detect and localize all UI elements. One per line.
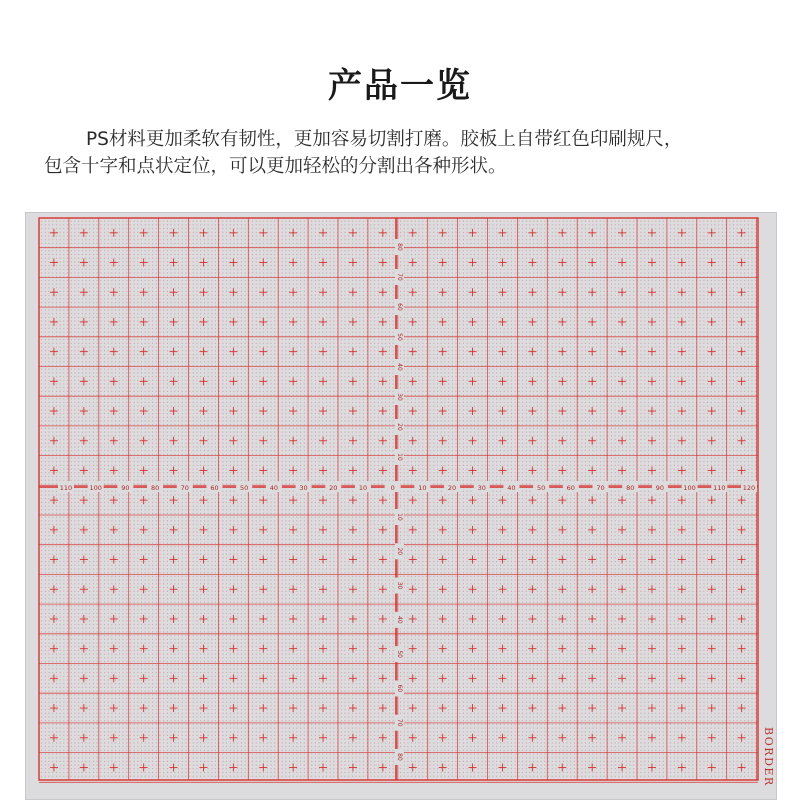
x-ruler-label: 100 [683,484,696,492]
y-ruler-label: 40 [396,616,403,624]
description-line-1: PS材料更加柔软有韧性，更加容易切割打磨。胶板上自带红色印刷规尺， [86,129,683,150]
y-ruler-label: 50 [396,650,403,658]
cutting-board-grid [25,212,777,800]
brand-text: BORDER [762,727,775,787]
x-ruler-label: 70 [596,484,605,492]
x-ruler-label: 110 [713,484,726,492]
x-ruler-label: 40 [507,484,516,492]
description-line-2: 包含十字和点状定位，可以更加轻松的分割出各种形状。 [44,156,507,177]
x-ruler-label: 50 [536,484,546,492]
y-ruler-label: 10 [396,513,403,521]
y-ruler-label: 60 [396,684,403,693]
y-ruler-label: 50 [396,333,403,341]
y-ruler-label: 80 [396,243,403,251]
x-ruler-label: 20 [329,484,338,492]
x-ruler-label: 60 [210,484,219,492]
x-ruler-label: 30 [299,484,308,492]
y-ruler-label: 70 [396,273,403,281]
y-ruler-label: 60 [396,303,403,311]
x-ruler-label: 40 [269,484,279,492]
x-ruler-label: 10 [418,484,427,492]
x-ruler-label: 50 [240,484,249,492]
x-ruler-label: 120 [742,484,756,492]
product-description [44,126,764,180]
x-ruler-label: 110 [59,484,73,492]
y-ruler-label: 20 [396,423,403,431]
y-ruler-label: 70 [396,718,403,727]
x-ruler-label: 60 [566,484,575,492]
page-title: 产品一览 [328,66,472,106]
y-ruler-label: 30 [396,393,403,401]
x-ruler-label: 10 [358,484,368,492]
y-ruler-label: 20 [396,547,403,556]
x-ruler-label: 90 [121,484,130,492]
x-ruler-label: 20 [447,484,457,492]
y-ruler-label: 80 [396,753,403,761]
cutting-board [25,212,777,800]
x-ruler-label: 30 [477,484,486,492]
x-ruler-label: 90 [655,484,665,492]
y-ruler-label: 10 [396,453,403,461]
x-ruler-label: 0 [390,484,395,492]
y-ruler-label: 30 [396,581,403,590]
x-ruler-label: 100 [89,484,102,492]
y-ruler-label: 40 [396,363,403,371]
x-ruler-label: 80 [150,484,160,492]
x-ruler-label: 70 [180,484,189,492]
x-ruler-label: 80 [626,484,635,492]
